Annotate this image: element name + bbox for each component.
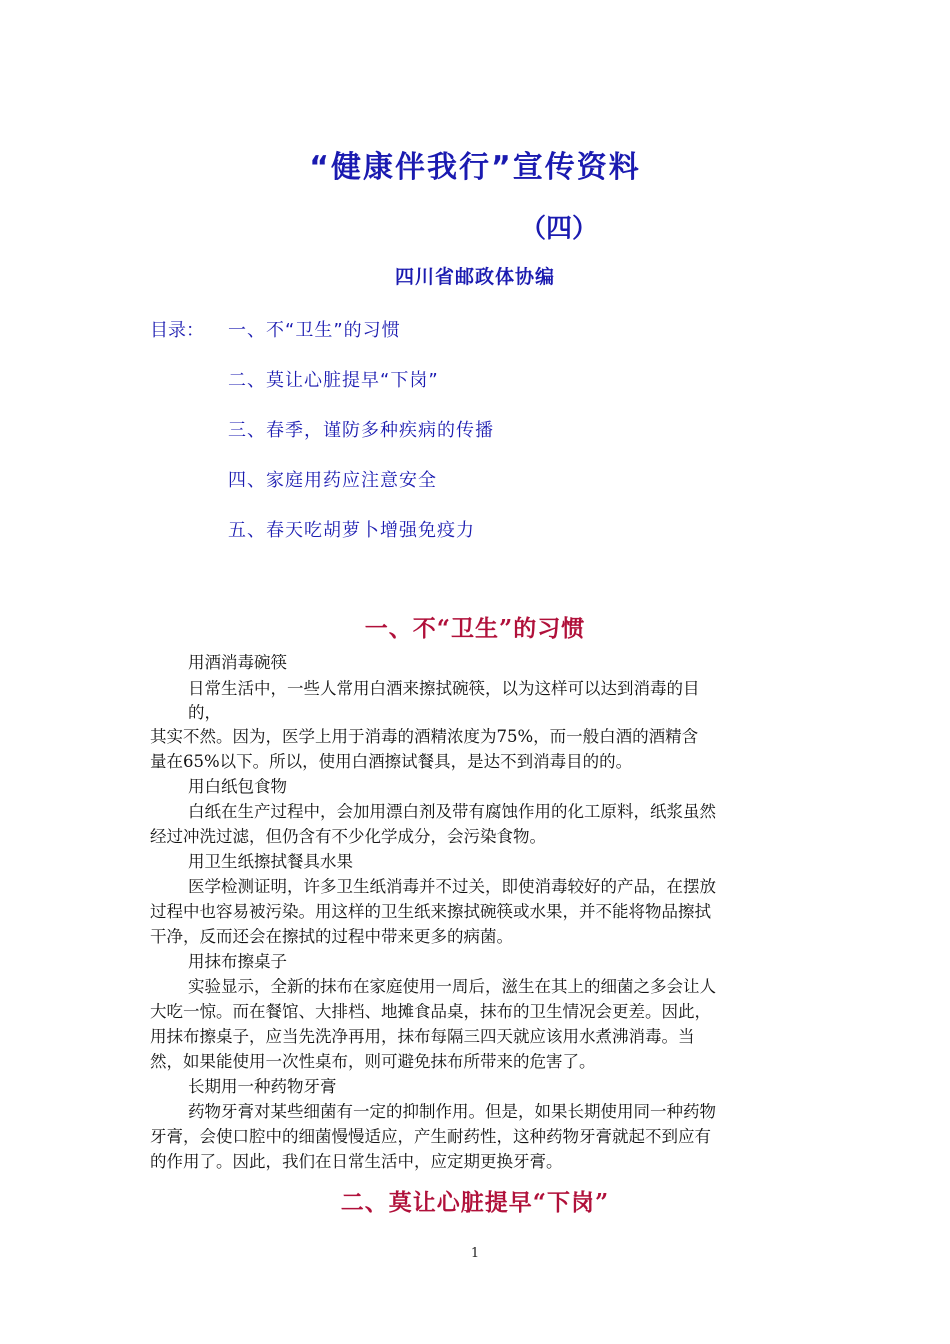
subheading-rag: 用抹布擦桌子 [188,952,287,971]
page-number: 1 [470,1246,480,1261]
paragraph-line: 的作用了。因此，我们在日常生活中，应定期更换牙膏。 [150,1152,563,1171]
paragraph-line: 量在65%以下。所以，使用白酒擦试餐具，是达不到消毒目的的。 [150,752,633,771]
paragraph-line: 大吃一惊。而在餐馆、大排档、地摊食品桌，抹布的卫生情况会更差。因此， [150,1002,711,1021]
paragraph-line: 过程中也容易被污染。用这样的卫生纸来擦拭碗筷或水果，并不能将物品擦拭 [150,902,711,921]
paragraph-line: 医学检测证明，许多卫生纸消毒并不过关，即使消毒较好的产品，在摆放 [188,877,716,896]
paragraph-line: 然，如果能使用一次性桌布，则可避免抹布所带来的危害了。 [150,1052,596,1071]
toc-label: 目录： [150,320,204,341]
subheading-white-paper: 用白纸包食物 [188,777,287,796]
toc-item-3: 三、春季，谨防多种疾病的传播 [228,420,494,441]
toc-item-1: 一、不“卫生”的习惯 [228,320,401,341]
section-heading-1: 一、不“卫生”的习惯 [364,615,586,642]
paragraph-line: 的， [188,703,221,722]
document-title: “健康伴我行”宣传资料 [309,150,641,185]
subheading-toothpaste: 长期用一种药物牙膏 [188,1077,337,1096]
paragraph-line: 其实不然。因为，医学上用于消毒的酒精浓度为75%，而一般白酒的酒精含 [150,727,699,746]
paragraph-line: 经过冲洗过滤，但仍含有不少化学成分，会污染食物。 [150,827,546,846]
section-heading-2: 二、莫让心脏提早“下岗” [340,1189,610,1216]
paragraph-line: 干净，反而还会在擦拭的过程中带来更多的病菌。 [150,927,513,946]
document-subtitle: （四） [520,214,599,244]
toc-item-5: 五、春天吃胡萝卜增强免疫力 [228,520,475,541]
subheading-wine: 用酒消毒碗筷 [188,653,287,672]
paragraph-line: 日常生活中，一些人常用白酒来擦拭碗筷，以为这样可以达到消毒的目 [188,679,700,698]
subheading-tissue: 用卫生纸擦拭餐具水果 [188,852,353,871]
paragraph-line: 白纸在生产过程中，会加用漂白剂及带有腐蚀作用的化工原料，纸浆虽然 [188,802,716,821]
toc-item-2: 二、莫让心脏提早“下岗” [228,370,439,391]
paragraph-line: 药物牙膏对某些细菌有一定的抑制作用。但是，如果长期使用同一种药物 [188,1102,716,1121]
paragraph-line: 用抹布擦桌子，应当先洗净再用，抹布每隔三四天就应该用水煮沸消毒。当 [150,1027,695,1046]
paragraph-line: 牙膏，会使口腔中的细菌慢慢适应，产生耐药性，这种药物牙膏就起不到应有 [150,1127,711,1146]
paragraph-line: 实验显示，全新的抹布在家庭使用一周后，滋生在其上的细菌之多会让人 [188,977,716,996]
toc-item-4: 四、家庭用药应注意安全 [228,470,437,491]
document-editor: 四川省邮政体协编 [394,266,555,288]
